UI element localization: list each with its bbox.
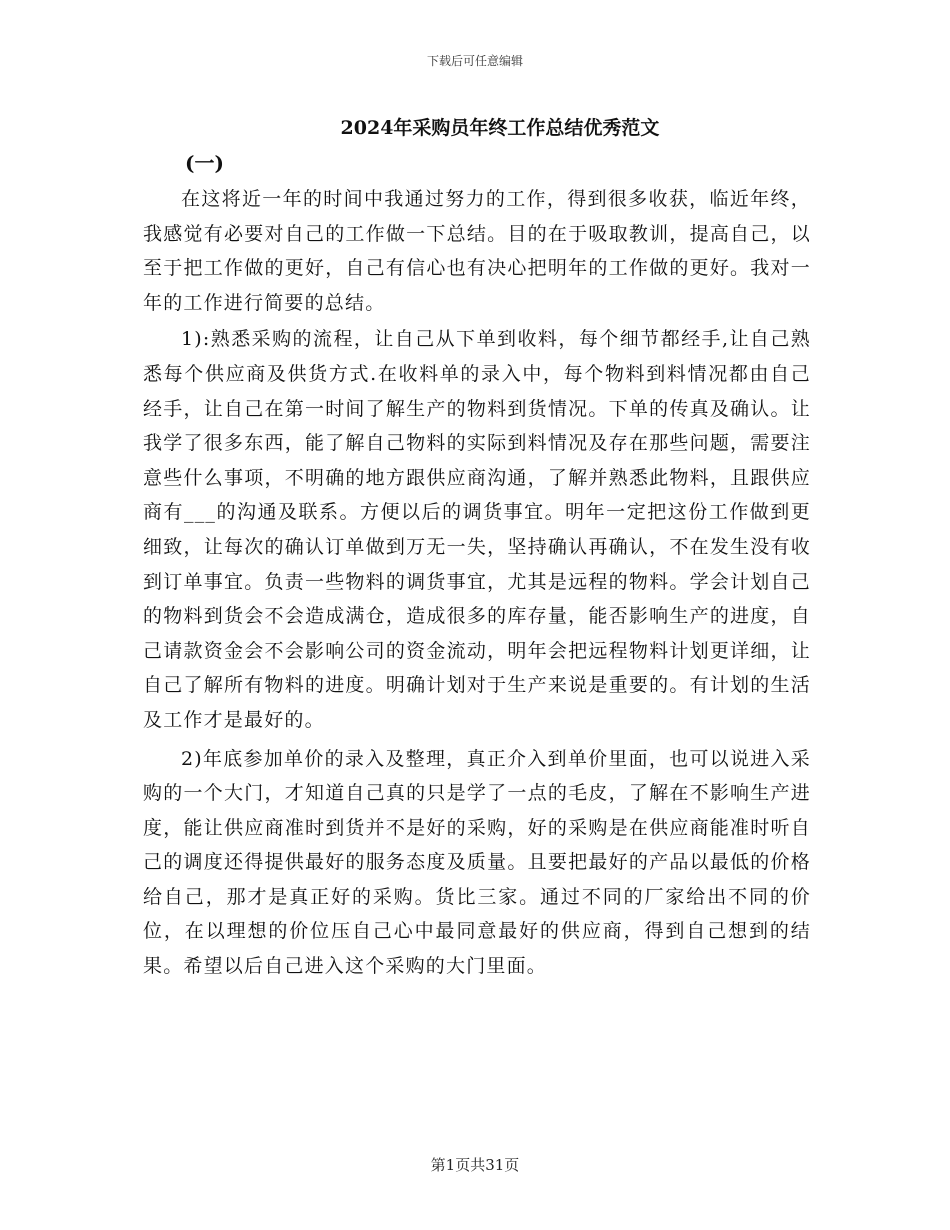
section-label: (一) xyxy=(185,151,224,175)
paragraph-intro: 在这将近一年的时间中我通过努力的工作，得到很多收获，临近年终，我感觉有必要对自己的工作做一下总结。目的在于吸取教训，提高自己，以至于把工作做的更好，自己有信心也有决心把明年的工作做的更好。我对一年的工作进行简要的总结。 xyxy=(143,188,811,314)
document-body xyxy=(143,146,811,984)
page-footer: 第1页共31页 xyxy=(430,1156,520,1174)
document-title: 2024年采购员年终工作总结优秀范文 xyxy=(340,117,660,139)
paragraph-point-1: 1):熟悉采购的流程，让自己从下单到收料，每个细节都经手,让自己熟悉每个供应商及供货方式.在收料单的录入中，每个物料到料情况都由自己经手，让自己在第一时间了解生产的物料到货情况。下单的传真及确认。让我学了很多东西，能了解自己物料的实际到料情况及存在那些问题，需要注意些什么事项，不明确的地方跟供应商沟通，了解并熟悉此物料，且跟供应商有___的沟通及联系。方便以后的调货事宜。明年一定把这份工作做到更细致，让每次的确认订单做到万无一失，坚持确认再确认，不在发生没有收到订单事宜。负责一些物料的调货事宜，尤其是远程的物料。学会计划自己的物料到货会不会造成满仓，造成很多的库存量，能否影响生产的进度，自己请款资金会不会影响公司的资金流动，明年会把远程物料计划更详细，让自己了解所有物料的进度。明确计划对于生产来说是重要的。有计划的生活及工作才是最好的。 xyxy=(143,328,811,731)
paragraph-point-2: 2)年底参加单价的录入及整理，真正介入到单价里面，也可以说进入采购的一个大门，才知道自己真的只是学了一点的毛皮，了解在不影响生产进度，能让供应商准时到货并不是好的采购，好的采购是在供应商能准时听自己的调度还得提供最好的服务态度及质量。且要把最好的产品以最低的价格给自己，那才是真正好的采购。货比三家。通过不同的厂家给出不同的价位，在以理想的价位压自己心中最同意最好的供应商，得到自己想到的结果。希望以后自己进入这个采购的大门里面。 xyxy=(143,747,811,978)
page-header: 下载后可任意编辑 xyxy=(426,54,523,68)
